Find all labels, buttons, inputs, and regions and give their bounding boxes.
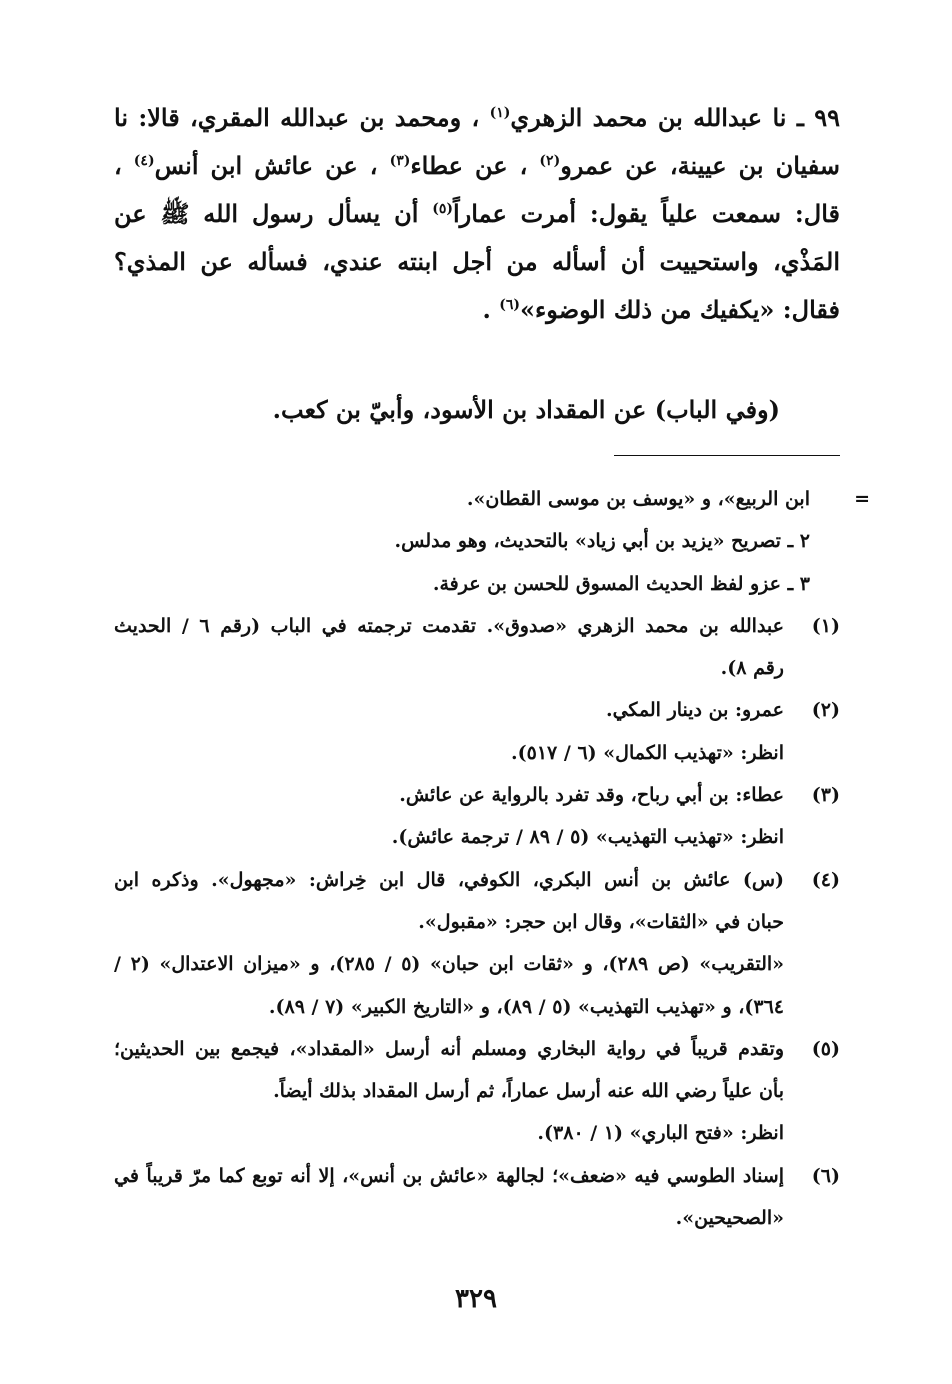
hadith-text-part: ٩٩ ـ نا عبدالله بن محمد الزهري — [510, 103, 840, 132]
footnote-continuation-line: ٢ ـ تصريح «يزيد بن أبي زياد» بالتحديث، وهو مدلس. — [394, 530, 810, 553]
footnote-ref-4: (٤) — [133, 153, 155, 169]
hadith-text-part: ، قال: سمعت علياً يقول: أمرت عماراً — [114, 151, 840, 228]
footnote-number: (٢) — [811, 699, 840, 722]
footnote-2: (٢)عمرو: بن دينار المكي. — [114, 689, 840, 731]
footnote-number: (٦) — [811, 1164, 840, 1187]
hadith-text-part: ، عن عطاء — [410, 151, 540, 180]
footnote-line: انظر: «تهذيب التهذيب» (٥ / ٨٩ / ترجمة عائش). — [391, 826, 784, 849]
footnote-ref-1: (١) — [489, 105, 511, 121]
footnote-line: «الصحيحين». — [675, 1207, 784, 1230]
footnote-line: انظر: «فتح الباري» (١ / ٣٨٠). — [537, 1122, 784, 1145]
footnote-ref-2: (٢) — [539, 153, 561, 169]
footnote-continuation-line: ٣ ـ عزو لفظ الحديث المسوق للحسن بن عرفة. — [432, 572, 810, 595]
footnote-continuation-line: = ابن الربيع»، و «يوسف بن موسى القطان». — [114, 478, 840, 520]
footnote-3: (٣)عطاء: بن أبي رباح، وقد تفرد بالرواية عن عائش. — [114, 774, 840, 816]
hadith-text — [114, 94, 840, 334]
hadith-text-part: . — [482, 295, 500, 324]
footnote-6: (٦)إسناد الطوسي فيه «ضعف»؛ لجالهة «عائش بن أنس»، إلا أنه توبع كما مرّ قريباً في — [114, 1155, 840, 1197]
footnotes — [114, 478, 870, 1239]
footnote-number: (٥) — [811, 1037, 840, 1060]
footnote-number: (١) — [811, 614, 841, 637]
footnote-line: «التقريب» (ص ٢٨٩)، و «ثقات ابن حبان» (٥ / ٢٨٥)، و «ميزان الاعتدال» (٢ / — [114, 953, 785, 976]
hadith-text-part: ، عن عائش ابن أنس — [154, 151, 390, 180]
footnote-line: رقم ٨). — [720, 657, 784, 680]
footnote-5: (٥)وتقدم قريباً في رواية البخاري ومسلم أنه أرسل «المقداد»، فيجمع بين الحديثين؛ — [114, 1028, 840, 1070]
footnote-1: (١)عبدالله بن محمد الزهري «صدوق». تقدمت ترجمته في الباب (رقم ٦ / الحديث — [114, 605, 840, 647]
hadith-text-part: أن يسأل رسول الله ﷺ عن المَذْي، واستحييت أن أسأله من أجل ابنته عندي، فسأله عن المذي؟ فقال: «يكفيك من ذلك الوضوء» — [114, 199, 840, 324]
footnote-number: (٤) — [811, 868, 840, 891]
continuation-marker: = — [854, 488, 870, 510]
footnote-line: ٣٦٤)، و «تهذيب التهذيب» (٥ / ٨٩)، و «التاريخ الكبير» (٧ / ٨٩). — [268, 995, 784, 1018]
footnote-4: (٤)(س) عائش بن أنس البكري، الكوفي، قال ابن خِراش: «مجهول». وذكره ابن — [114, 859, 840, 901]
footnote-ref-3: (٣) — [389, 153, 411, 169]
page-number: ٣٢٩ — [455, 1284, 497, 1314]
footnote-divider — [614, 455, 840, 456]
footnote-ref-6: (٦) — [499, 297, 521, 313]
hadith-text-part: ، ومحمد بن عبدالله المقري، قالا: نا سفيان بن عيينة، عن عمرو — [114, 103, 841, 180]
chapter-note: (وفي الباب) عن المقداد بن الأسود، وأبيّ بن كعب. — [272, 395, 780, 424]
footnote-line: حبان في «الثقات»، وقال ابن حجر: «مقبول». — [418, 910, 784, 933]
footnote-number: (٣) — [811, 784, 840, 807]
footnote-line: انظر: «تهذيب الكمال» (٦ / ٥١٧). — [511, 741, 784, 764]
footnote-line: بأن علياً رضي الله عنه أرسل عماراً، ثم أرسل المقداد بذلك أيضاً. — [273, 1080, 784, 1103]
footnote-ref-5: (٥) — [432, 201, 453, 217]
